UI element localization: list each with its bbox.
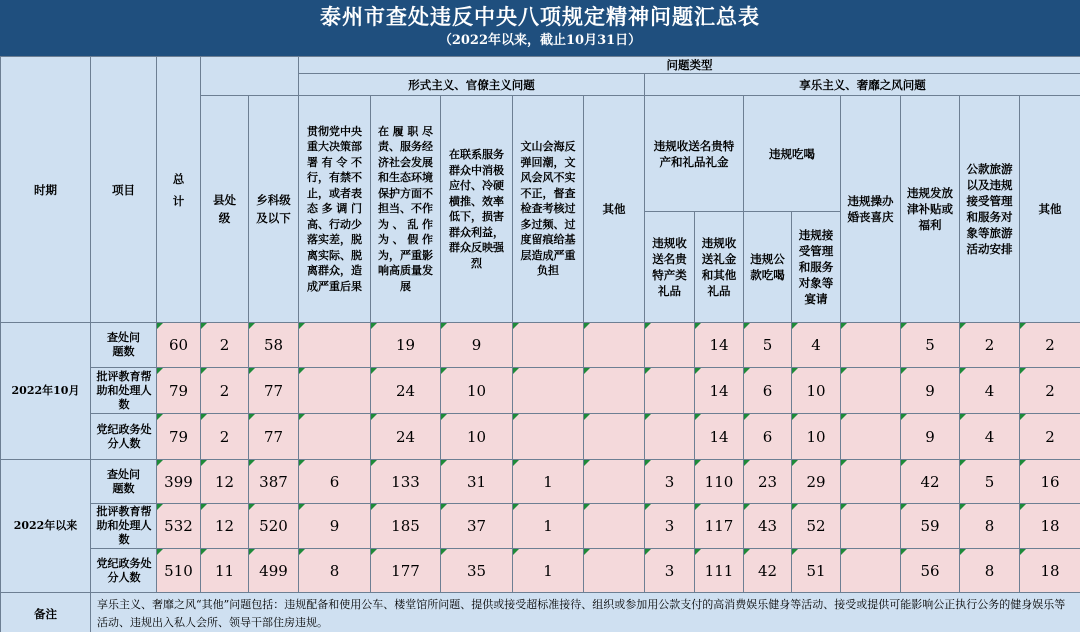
value-cell: 51 bbox=[792, 549, 841, 593]
item-header: 项目 bbox=[91, 57, 157, 323]
dining-b-header: 违规接受管理和服务对象等宴请 bbox=[792, 212, 841, 323]
value-cell: 37 bbox=[441, 504, 513, 549]
value-cell: 6 bbox=[299, 460, 371, 504]
value-cell: 6 bbox=[744, 368, 792, 414]
value-cell bbox=[841, 504, 901, 549]
value-cell: 5 bbox=[744, 323, 792, 368]
value-cell: 42 bbox=[744, 549, 792, 593]
formalism-f4-header: 文山会海反弹回潮，文风会风不实不正，督查检查考核过多过频、过度留痕给基层造成严重负担 bbox=[513, 96, 584, 323]
travel-header: 公款旅游以及违规接受管理和服务对象等旅游活动安排 bbox=[960, 96, 1020, 323]
value-cell: 3 bbox=[645, 549, 695, 593]
value-cell: 56 bbox=[901, 549, 960, 593]
value-cell bbox=[584, 368, 645, 414]
item-cell: 查处问题数 bbox=[91, 323, 157, 368]
value-cell: 14 bbox=[695, 414, 744, 460]
table-row bbox=[1, 323, 1080, 368]
value-cell: 77 bbox=[249, 414, 299, 460]
table-row bbox=[1, 414, 1080, 460]
value-cell bbox=[645, 323, 695, 368]
dining-a-header: 违规公款吃喝 bbox=[744, 212, 792, 323]
value-cell: 5 bbox=[960, 460, 1020, 504]
value-cell: 35 bbox=[441, 549, 513, 593]
item-cell: 党纪政务处分人数 bbox=[91, 414, 157, 460]
value-cell bbox=[584, 460, 645, 504]
value-cell: 52 bbox=[792, 504, 841, 549]
value-cell: 79 bbox=[157, 414, 201, 460]
period-cell: 2022年10月 bbox=[1, 323, 91, 460]
township-header: 乡科级及以下 bbox=[249, 96, 299, 323]
value-cell bbox=[841, 549, 901, 593]
value-cell: 31 bbox=[441, 460, 513, 504]
item-cell: 批评教育帮助和处理人数 bbox=[91, 504, 157, 549]
item-cell: 查处问题数 bbox=[91, 460, 157, 504]
gift-header: 违规收送名贵特产和礼品礼金 bbox=[645, 96, 744, 212]
note-row bbox=[1, 593, 1080, 632]
value-cell: 60 bbox=[157, 323, 201, 368]
value-cell: 9 bbox=[901, 414, 960, 460]
table-row bbox=[1, 549, 1080, 593]
period-cell: 2022年以来 bbox=[1, 460, 91, 593]
value-cell: 4 bbox=[960, 368, 1020, 414]
hedonism-other-header: 其他 bbox=[1020, 96, 1080, 323]
value-cell bbox=[841, 414, 901, 460]
value-cell: 11 bbox=[201, 549, 249, 593]
value-cell: 6 bbox=[744, 414, 792, 460]
value-cell: 387 bbox=[249, 460, 299, 504]
note-label: 备注 bbox=[1, 593, 91, 632]
value-cell: 133 bbox=[371, 460, 441, 504]
note-text: 享乐主义、奢靡之风“其他”问题包括：违规配备和使用公车、楼堂馆所问题、提供或接受超标准接待、组织或参加用公款支付的高消费娱乐健身等活动、接受或提供可能影响公正执行公务的健身娱乐等活动、违规出入私人会所、领导干部住房违规。 bbox=[91, 593, 1080, 632]
table-row bbox=[1, 504, 1080, 549]
value-cell: 14 bbox=[695, 368, 744, 414]
value-cell: 10 bbox=[441, 414, 513, 460]
value-cell: 2 bbox=[201, 368, 249, 414]
value-cell: 8 bbox=[299, 549, 371, 593]
value-cell: 10 bbox=[792, 414, 841, 460]
value-cell: 2 bbox=[1020, 414, 1080, 460]
value-cell: 10 bbox=[441, 368, 513, 414]
allowance-header: 违规发放津补贴或福利 bbox=[901, 96, 960, 323]
formalism-f3-header: 在联系服务群众中消极应付、冷硬横推、效率低下，损害群众利益，群众反映强烈 bbox=[441, 96, 513, 323]
value-cell bbox=[584, 323, 645, 368]
value-cell: 2 bbox=[960, 323, 1020, 368]
item-cell: 党纪政务处分人数 bbox=[91, 549, 157, 593]
value-cell: 532 bbox=[157, 504, 201, 549]
county-header: 县处级 bbox=[201, 96, 249, 323]
value-cell bbox=[513, 414, 584, 460]
value-cell: 9 bbox=[441, 323, 513, 368]
value-cell: 2 bbox=[201, 414, 249, 460]
value-cell: 4 bbox=[960, 414, 1020, 460]
value-cell: 9 bbox=[901, 368, 960, 414]
total-header: 总计 bbox=[157, 57, 201, 323]
gift-b-header: 违规收送礼金和其他礼品 bbox=[695, 212, 744, 323]
value-cell: 499 bbox=[249, 549, 299, 593]
value-cell: 77 bbox=[249, 368, 299, 414]
value-cell bbox=[584, 549, 645, 593]
value-cell: 117 bbox=[695, 504, 744, 549]
value-cell: 1 bbox=[513, 460, 584, 504]
value-cell: 2 bbox=[201, 323, 249, 368]
value-cell: 12 bbox=[201, 504, 249, 549]
value-cell: 43 bbox=[744, 504, 792, 549]
value-cell bbox=[299, 323, 371, 368]
value-cell: 2 bbox=[1020, 323, 1080, 368]
value-cell: 520 bbox=[249, 504, 299, 549]
value-cell bbox=[841, 323, 901, 368]
value-cell bbox=[513, 323, 584, 368]
value-cell bbox=[584, 504, 645, 549]
formalism-header: 形式主义、官僚主义问题 bbox=[299, 74, 645, 96]
formalism-f2-header: 在履职尽责、服务经济社会发展和生态环境保护方面不担当、不作为、乱作为、假作为，严重影响高质量发展 bbox=[371, 96, 441, 323]
value-cell: 12 bbox=[201, 460, 249, 504]
value-cell: 111 bbox=[695, 549, 744, 593]
value-cell: 177 bbox=[371, 549, 441, 593]
value-cell: 9 bbox=[299, 504, 371, 549]
value-cell: 10 bbox=[792, 368, 841, 414]
value-cell: 59 bbox=[901, 504, 960, 549]
value-cell bbox=[299, 368, 371, 414]
value-cell: 16 bbox=[1020, 460, 1080, 504]
value-cell: 79 bbox=[157, 368, 201, 414]
value-cell: 8 bbox=[960, 504, 1020, 549]
value-cell: 1 bbox=[513, 549, 584, 593]
wedding-header: 违规操办婚丧喜庆 bbox=[841, 96, 901, 323]
value-cell: 24 bbox=[371, 368, 441, 414]
hedonism-header: 享乐主义、奢靡之风问题 bbox=[645, 74, 1080, 96]
formalism-f1-header: 贯彻党中央重大决策部署有令不行，有禁不止，或者表态多调门高、行动少落实差，脱离实际、脱离群众，造成严重后果 bbox=[299, 96, 371, 323]
value-cell: 399 bbox=[157, 460, 201, 504]
table-row bbox=[1, 368, 1080, 414]
value-cell bbox=[841, 368, 901, 414]
report-header bbox=[0, 0, 1080, 56]
value-cell: 110 bbox=[695, 460, 744, 504]
report-subtitle: （2022年以来，截止10月31日） bbox=[438, 33, 642, 48]
value-cell: 4 bbox=[792, 323, 841, 368]
item-cell: 批评教育帮助和处理人数 bbox=[91, 368, 157, 414]
summary-table bbox=[0, 56, 1080, 632]
value-cell bbox=[841, 460, 901, 504]
value-cell: 3 bbox=[645, 504, 695, 549]
value-cell: 8 bbox=[960, 549, 1020, 593]
value-cell bbox=[299, 414, 371, 460]
value-cell: 29 bbox=[792, 460, 841, 504]
value-cell: 2 bbox=[1020, 368, 1080, 414]
value-cell: 24 bbox=[371, 414, 441, 460]
value-cell: 5 bbox=[901, 323, 960, 368]
problem-type-header: 问题类型 bbox=[299, 57, 1080, 74]
value-cell: 14 bbox=[695, 323, 744, 368]
value-cell: 18 bbox=[1020, 504, 1080, 549]
value-cell: 18 bbox=[1020, 549, 1080, 593]
value-cell: 510 bbox=[157, 549, 201, 593]
level-header-blank bbox=[201, 57, 299, 96]
value-cell bbox=[584, 414, 645, 460]
report-title: 泰州市查处违反中央八项规定精神问题汇总表 bbox=[320, 4, 760, 29]
value-cell: 1 bbox=[513, 504, 584, 549]
period-header: 时期 bbox=[1, 57, 91, 323]
value-cell: 19 bbox=[371, 323, 441, 368]
table-row bbox=[1, 460, 1080, 504]
formalism-other-header: 其他 bbox=[584, 96, 645, 323]
value-cell: 23 bbox=[744, 460, 792, 504]
value-cell bbox=[645, 368, 695, 414]
dining-header: 违规吃喝 bbox=[744, 96, 841, 212]
value-cell: 42 bbox=[901, 460, 960, 504]
value-cell: 185 bbox=[371, 504, 441, 549]
gift-a-header: 违规收送名贵特产类礼品 bbox=[645, 212, 695, 323]
value-cell bbox=[513, 368, 584, 414]
value-cell bbox=[645, 414, 695, 460]
value-cell: 58 bbox=[249, 323, 299, 368]
value-cell: 3 bbox=[645, 460, 695, 504]
